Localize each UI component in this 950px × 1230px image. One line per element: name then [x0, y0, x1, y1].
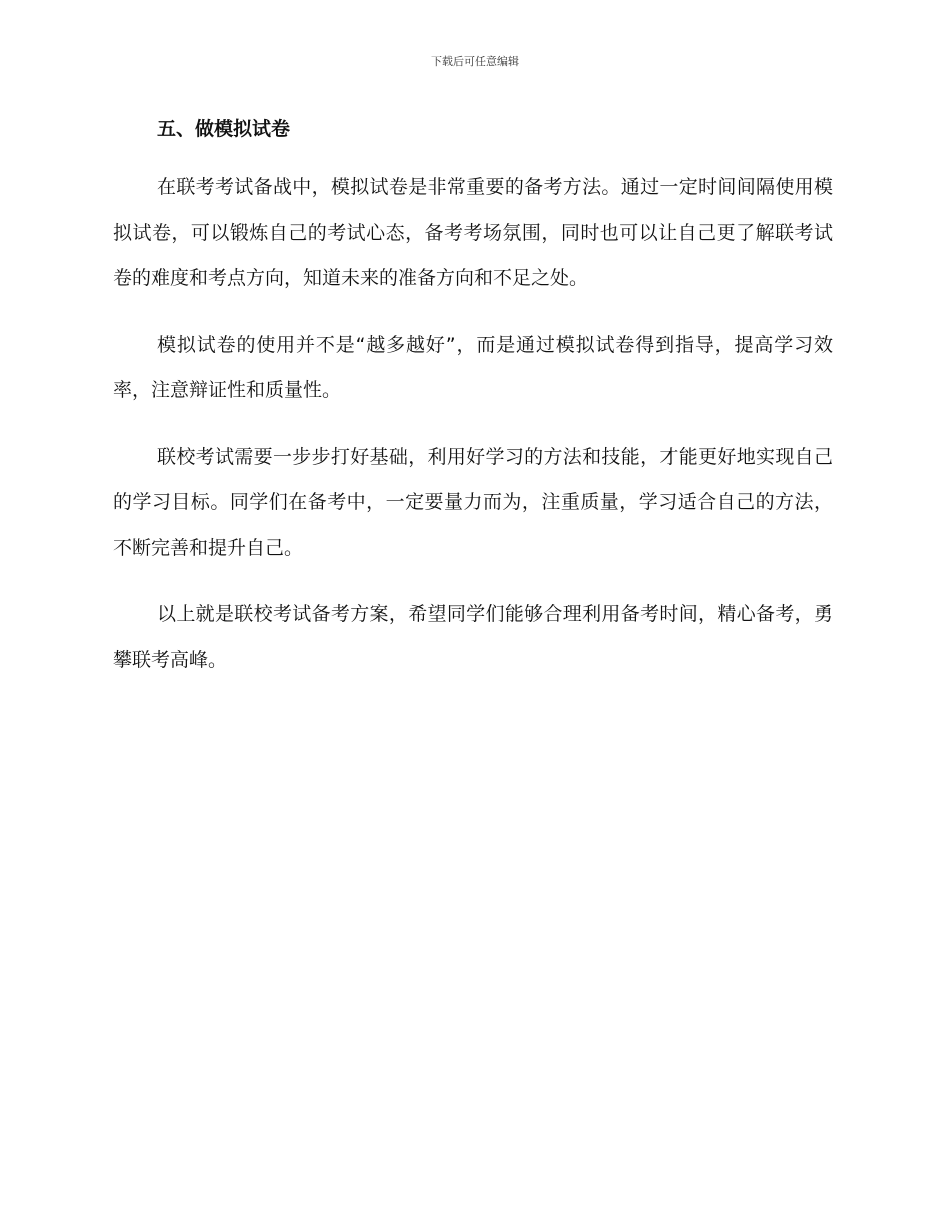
page-header: 下载后可任意编辑 [431, 55, 519, 68]
paragraph-study-foundation: 联校考试需要一步步打好基础，利用好学习的方法和技能，才能更好地实现自己的学习目标。同学们在备考中，一定要量力而为，注重质量，学习适合自己的方法，不断完善和提升自己。 [113, 445, 833, 559]
document-body [113, 112, 833, 683]
paragraph-mock-exam-usage: 模拟试卷的使用并不是“越多越好”，而是通过模拟试卷得到指导，提高学习效率，注意辩证性和质量性。 [113, 333, 833, 401]
section-heading: 五、做模拟试卷 [157, 118, 291, 140]
paragraph-mock-exam-importance: 在联考考试备战中，模拟试卷是非常重要的备考方法。通过一定时间间隔使用模拟试卷，可以锻炼自己的考试心态，备考考场氛围，同时也可以让自己更了解联考试卷的难度和考点方向，知道未来的准备方向和不足之处。 [113, 176, 833, 289]
paragraph-conclusion: 以上就是联校考试备考方案，希望同学们能够合理利用备考时间，精心备考，勇攀联考高峰。 [113, 603, 833, 671]
